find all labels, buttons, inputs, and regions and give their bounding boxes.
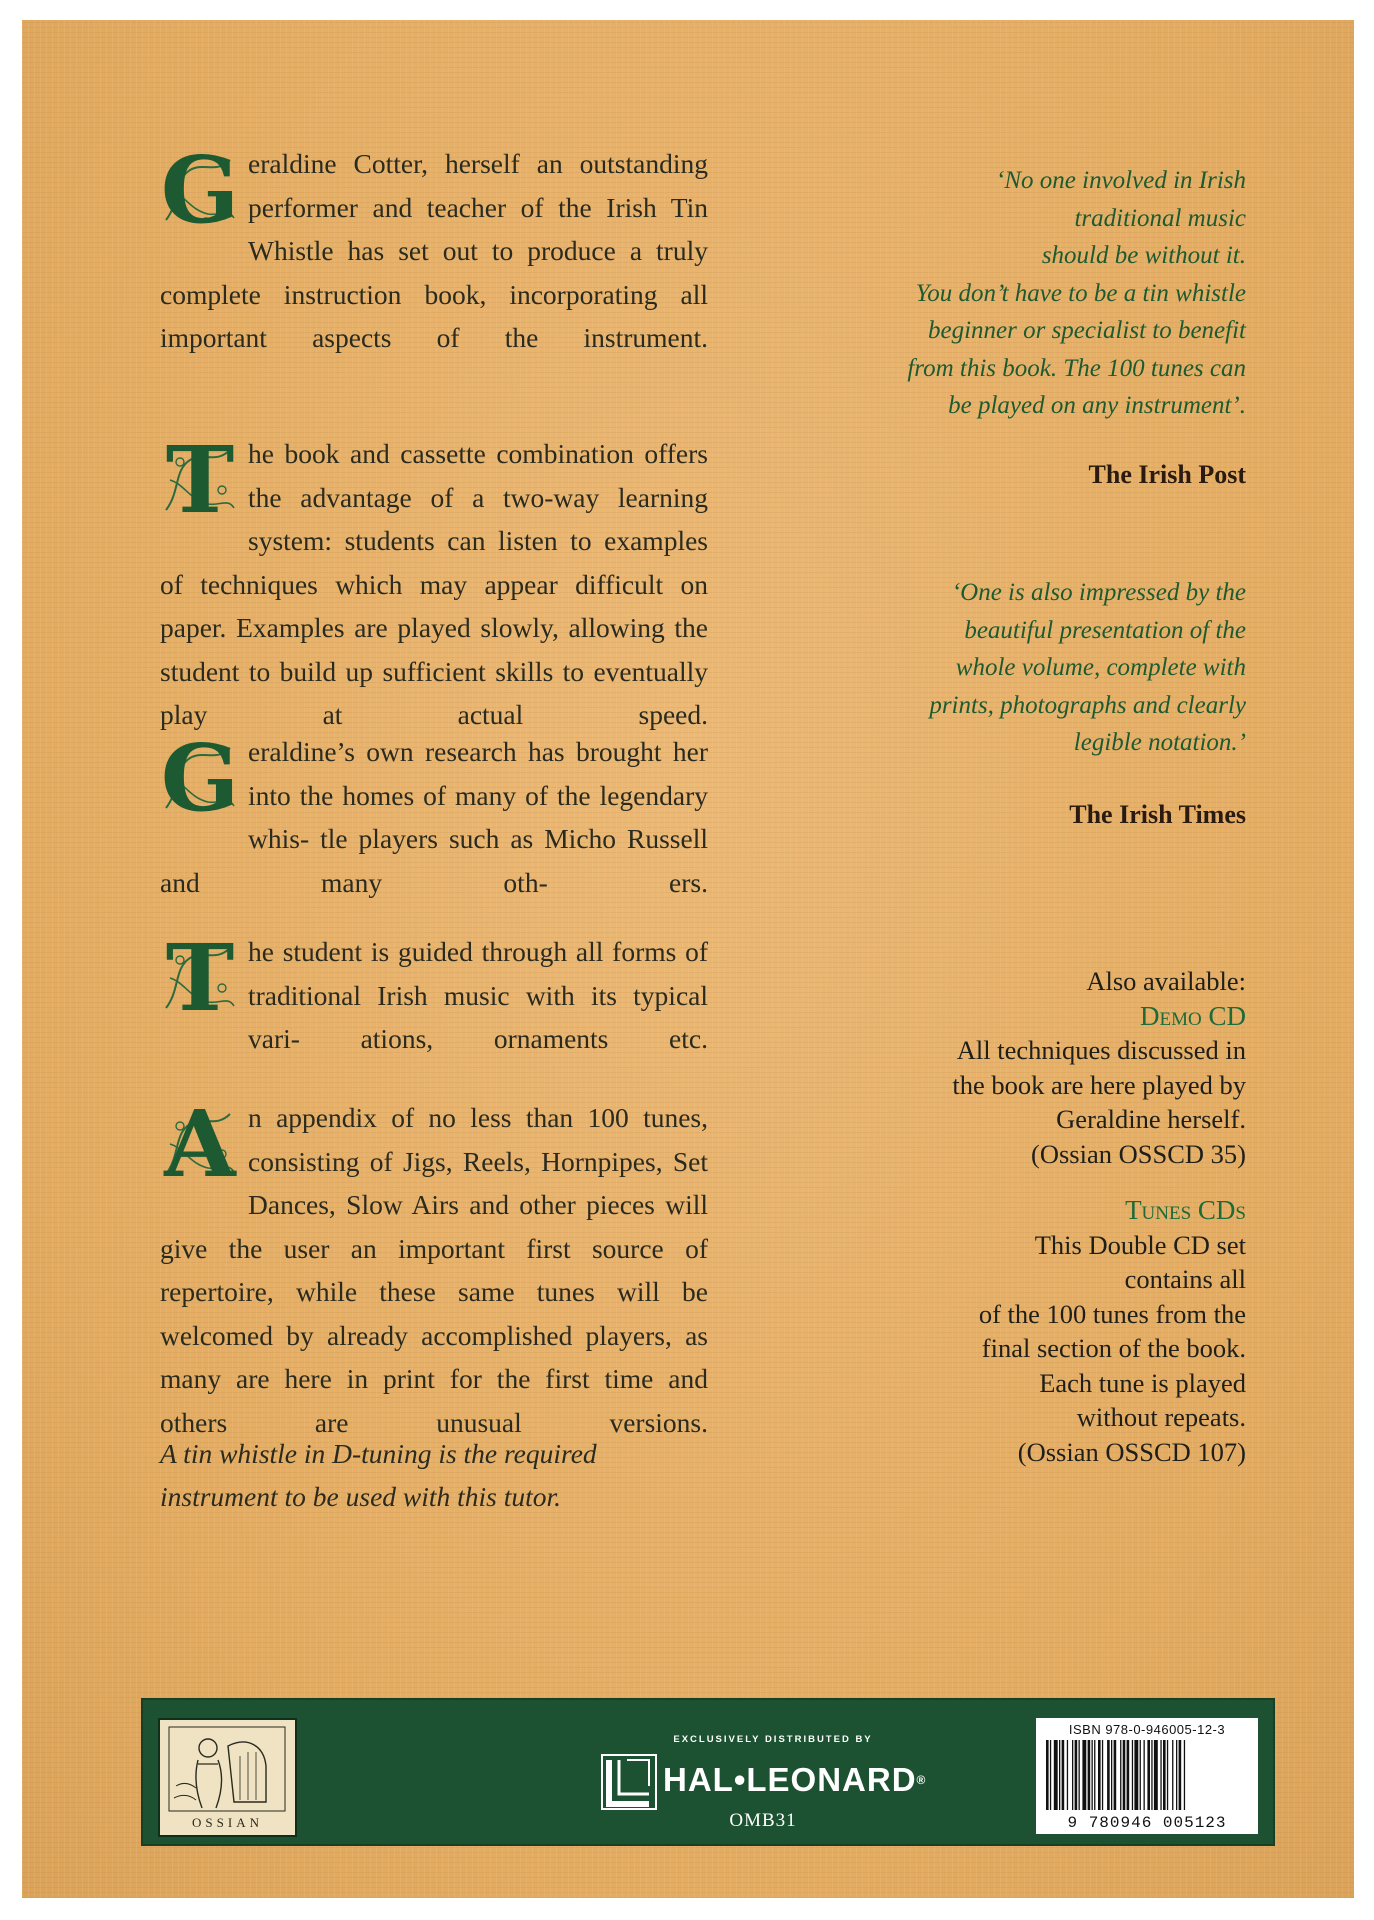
spacer [846,1171,1246,1193]
paragraph-text: he book and cassette combination offers the advantage of a two-way learning system: students can listen to examples of techniques which may appear difficult on paper. Examples are played slowly, allowing the student to build up sufficient skills to eventually play at actual speed. [160,438,708,730]
publisher-footer-band [143,1700,1273,1844]
ossian-logo [158,1718,297,1837]
description-paragraph [160,1090,708,1488]
barcode-bars [1046,1740,1248,1810]
tunes-cds-title: Tunes CDs [1125,1195,1246,1225]
initial-letter: T [165,924,235,1032]
distributor-wordmark: HAL•LEONARD® [663,1761,927,1798]
review-quote-irish-post: ‘No one involved in Irish traditional music should be without it. You don’t have to be a tin whistle beginner or specialist to benefit from this book. The 100 tunes can be played on any instrument’. [907,167,1246,419]
ornamental-initial-G [160,724,240,832]
harper-illustration-icon [168,1726,286,1812]
ornamental-initial-G [160,136,240,244]
paragraph-text: eraldine’s own research has brought her into the homes of many of the legendary whis- tle players such as Micho Russell and many oth- ers. [160,736,708,898]
paragraph-text: eraldine Cotter, herself an outstanding performer and teacher of the Irish Tin Whistle has set out to produce a truly complete instruction book, incorporating all important aspects of the instrument. [160,148,708,353]
instrument-note: A tin whistle in D-tuning is the required instrument to be used with this tutor. [160,1438,597,1512]
also-available-section: Also available: Demo CD All techniques discussed in the book are here played by Geraldine herself. (Ossian OSSCD 35) Tunes CDs This Double CD set contains all of the 100 tunes from the final section of the book. Each tune is played without repeats. (Ossian OSSCD 107) [846,964,1246,1469]
registered-mark: ® [916,1773,927,1787]
review-source: The Irish Times [1069,800,1246,829]
catalog-number: OMB31 [729,1810,797,1831]
ossian-wordmark: OSSIAN [192,1815,263,1830]
also-available-heading: Also available: [1086,966,1246,996]
ean-digits: 9 780946 005123 [1067,1814,1227,1832]
review-quote-irish-times: ‘One is also impressed by the beautiful presentation of the whole volume, complete with prints, photographs and clearly legible notation.’ [929,579,1246,756]
hal-leonard-logo-icon [601,1754,657,1810]
paragraph-text: he student is guided through all forms of traditional Irish music with its typical vari- ations, ornaments etc. [248,936,708,1054]
book-back-cover [22,20,1354,1898]
ornamental-initial-T [160,924,240,1032]
paragraph-text: n appendix of no less than 100 tunes, consisting of Jigs, Reels, Hornpipes, Set Dances, Slow Airs and other pieces will give the user an important first source of repertoire, while these same tunes will be welcomed by already accomplished players, as many are here in print for the first time and others are unusual versions. [160,1102,708,1438]
initial-letter: T [165,426,235,534]
distribution-label: EXCLUSIVELY DISTRIBUTED BY [673,1734,873,1745]
review-source: The Irish Post [1088,460,1246,489]
initial-letter: A [164,1090,236,1198]
description-paragraph [160,136,708,403]
ornamental-initial-T [160,426,240,534]
demo-cd-title: Demo CD [1140,1000,1246,1031]
barcode [1036,1718,1258,1834]
initial-letter: G [160,136,240,244]
initial-letter: G [160,724,240,832]
description-paragraph [160,924,708,1104]
description-paragraph [160,426,708,780]
isbn-number: ISBN 978-0-946005-12-3 [1068,1722,1226,1737]
ornamental-initial-A [160,1090,240,1198]
description-paragraph [160,724,708,948]
